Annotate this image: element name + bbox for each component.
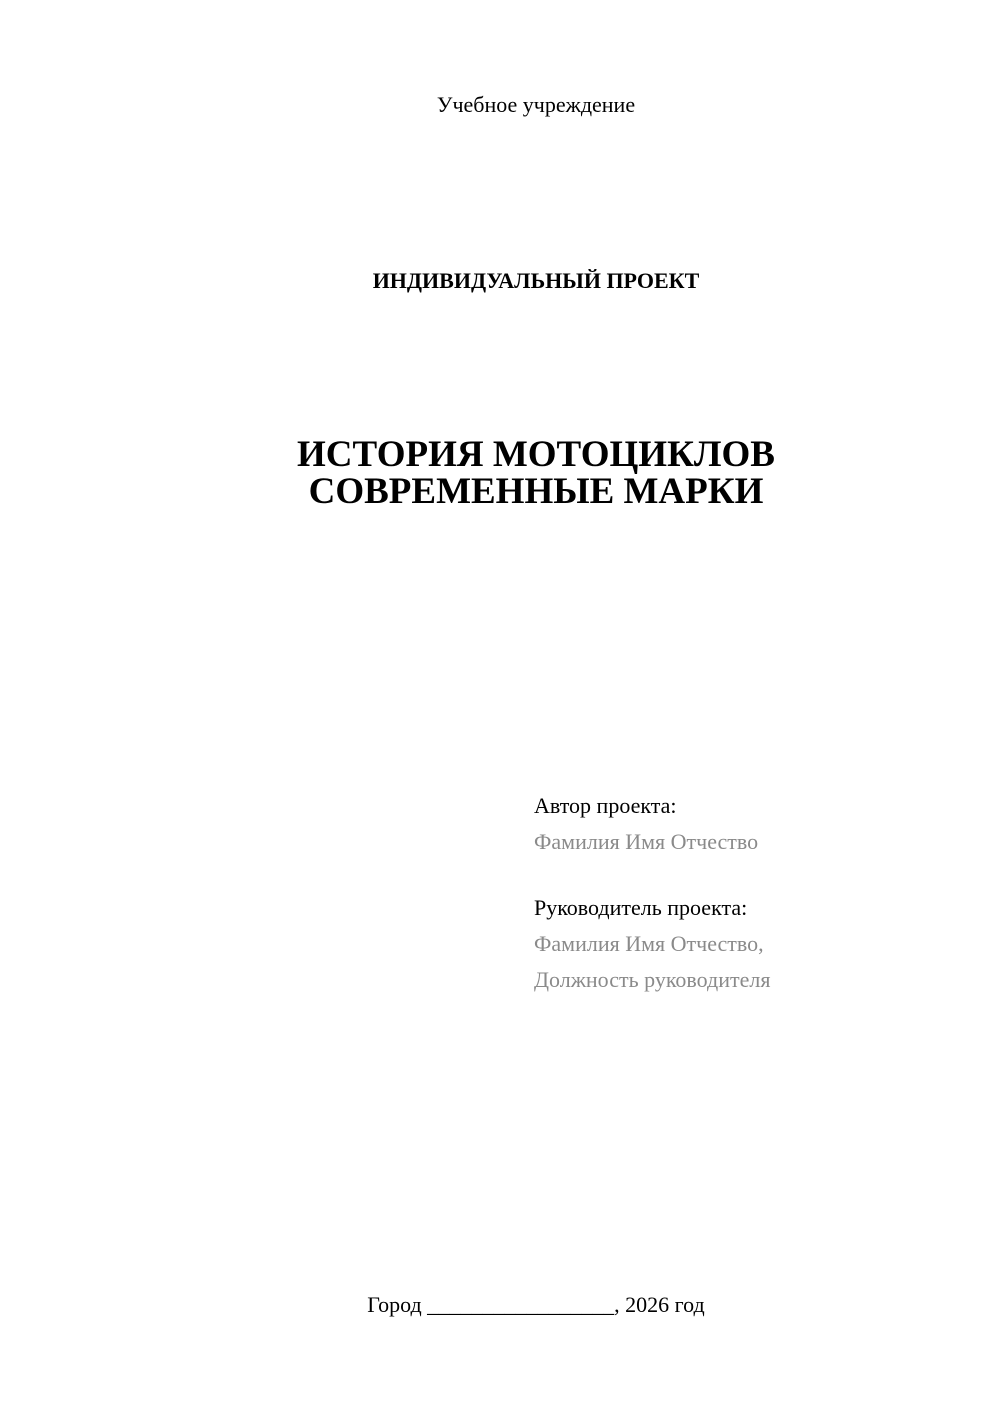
author-label: Автор проекта: <box>534 793 677 818</box>
spacer <box>534 860 954 890</box>
author-name: Фамилия Имя Отчество <box>534 829 759 854</box>
project-title <box>186 436 886 510</box>
project-title-line-2: СОВРЕМЕННЫЕ МАРКИ <box>308 471 764 512</box>
supervisor-label: Руководитель проекта: <box>534 895 748 920</box>
supervisor-position: Должность руководителя <box>534 967 771 992</box>
document-type: ИНДИВИДУАЛЬНЫЙ ПРОЕКТ <box>372 268 700 293</box>
supervisor-name: Фамилия Имя Отчество, <box>534 931 764 956</box>
project-people-block <box>534 788 954 998</box>
project-title-line-1: ИСТОРИЯ МОТОЦИКЛОВ <box>297 434 775 475</box>
institution-name: Учебное учреждение <box>436 92 636 117</box>
city-year-line: Город _________________, 2026 год <box>367 1292 705 1317</box>
